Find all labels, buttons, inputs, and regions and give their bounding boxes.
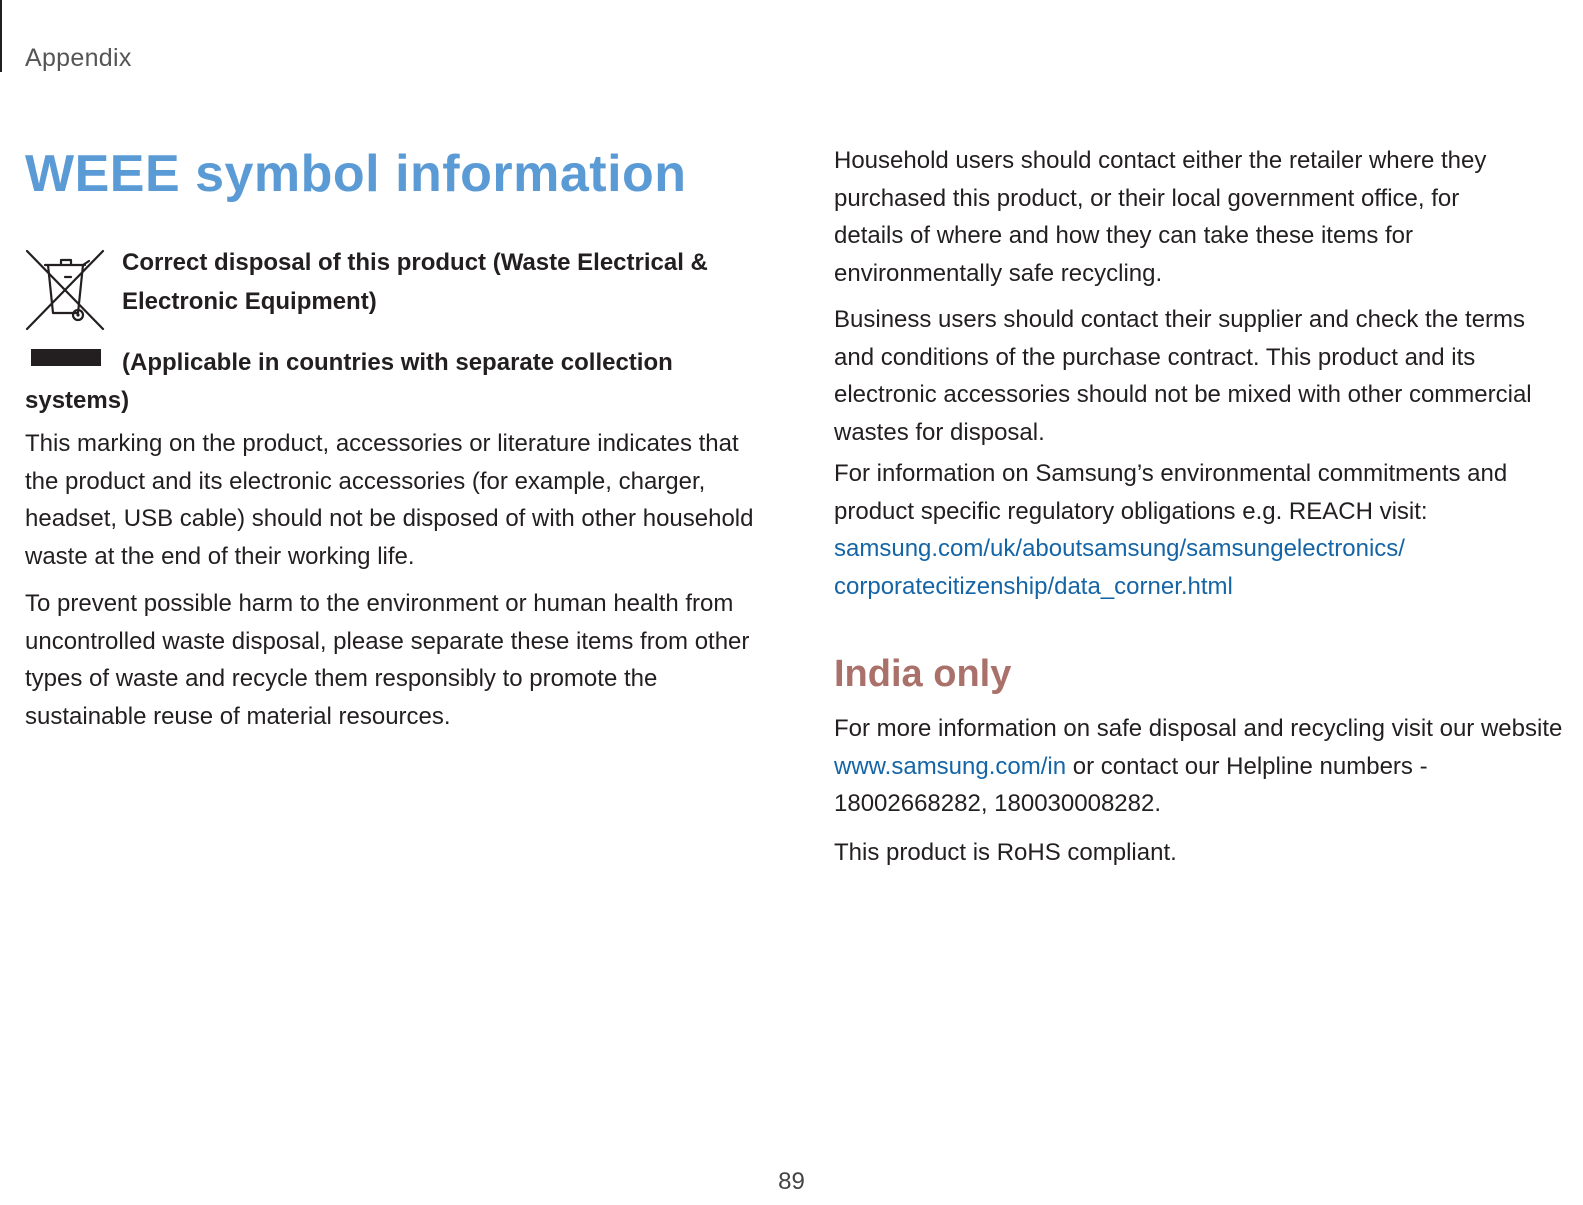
india-text-before: For more information on safe disposal and recycling visit our website [834,715,1563,742]
prevent-harm-paragraph: To prevent possible harm to the environment or human health from uncontrolled waste disposal, please separate these items from other types of waste and recycle them responsibly to promote the sustainable reuse of material resources. [25,590,750,730]
rohs-statement: This product is RoHS compliant. [834,839,1177,866]
india-only-title: India only [834,653,1012,695]
india-text-after: or contact our Helpline numbers - 18002668282, 180030008282. [834,752,1428,817]
section-label: Appendix [25,44,132,72]
reach-link-line-2[interactable]: corporatecitizenship/data_corner.html [834,572,1233,600]
business-users-paragraph: Business users should contact their supplier and check the terms and conditions of the purchase contract. This product and its electronic accessories should not be mixed with other commercial wastes for disposal. [834,306,1532,446]
reach-link-line-1[interactable]: samsung.com/uk/aboutsamsung/samsungelectronics/ [834,535,1405,562]
household-users-paragraph: Household users should contact either the retailer where they purchased this product, or their local government office, for details of where and how they can take these items for environmentally safe recycling. [834,147,1487,287]
environmental-info-text: For information on Samsung’s environmental commitments and product specific regulatory obligations e.g. REACH visit: [834,460,1508,525]
page-title: WEEE symbol information [25,145,687,203]
environmental-info-paragraph [834,455,1524,605]
crossed-out-wheelie-bin-icon [25,247,105,333]
marking-paragraph: This marking on the product, accessories or literature indicates that the product and its electronic accessories (for example, charger, headset, USB cable) should not be disposed of with other household waste at the end of their working life. [25,430,754,570]
india-info-paragraph [834,710,1569,823]
samsung-india-link[interactable]: www.samsung.com/in [834,752,1067,780]
page-number: 89 [778,1168,805,1195]
applicability-heading: (Applicable in countries with separate collection systems) [25,349,673,414]
header-corner-rule [0,0,2,72]
disposal-heading: Correct disposal of this product (Waste Electrical & Electronic Equipment) [122,249,708,315]
